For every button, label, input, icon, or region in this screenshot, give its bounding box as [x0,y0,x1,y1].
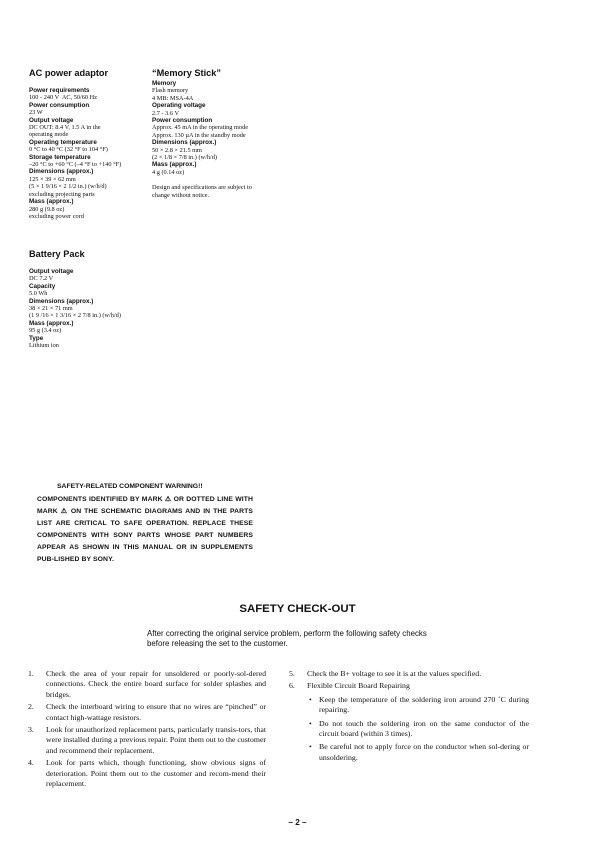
item-number: 3. [28,725,34,735]
ac-adaptor-heading: AC power adaptor [29,68,109,78]
ac-adaptor-specs [29,87,154,220]
spec-value: 4 g (0.14 oz) [152,168,185,176]
spec-label: Dimensions (approx.) [29,297,94,305]
safety-check-title: SAFETY CHECK-OUT [239,603,356,615]
safety-warning-title: SAFETY-RELATED COMPONENT WARNING!! [57,483,203,490]
item-number: 1. [28,669,34,678]
item-text: Look for unauthorized replacement parts, particularly transis-tors, that were installed during a previous repair. Point them out to the customer and recommend their replacement. [46,725,266,755]
spec-label: Capacity [29,282,56,290]
item-number: 6. [289,681,295,691]
sub-list-item [307,742,529,763]
spec-label: Output voltage [29,268,74,275]
spec-label: Mass (approx.) [29,198,74,206]
sub-list-item [307,719,529,740]
spec-value: 5.0 Wh [29,290,48,298]
spec-value: DC 7.2 V [29,275,54,283]
list-item [28,702,266,723]
spec-value: Lithium ion [29,342,59,350]
spec-label: Dimensions (approx.) [29,168,94,176]
item-text: Look for parts which, though functioning, show obvious signs of deterioration. Point them out to the customer and recom-mend their replacement. [46,758,266,789]
spec-value: –20 °C to +60 °C (–4 °F to +140 °F) [29,161,122,169]
memory-stick-specs [152,80,282,199]
list-item [289,681,529,763]
spec-value: 100 - 240 V AC, 50/60 Hz [29,94,97,102]
safety-check-list-right [289,669,529,766]
spec-value: 23 W [29,109,43,117]
spec-label: Mass (approx.) [152,161,197,169]
sub-list-item [307,695,529,716]
list-item [28,669,266,700]
list-item [28,725,266,756]
safety-check-list-left [28,669,266,791]
spec-value: 95 g (3.4 oz) [29,327,62,335]
battery-pack-specs [29,268,169,349]
spec-label: Type [29,334,44,342]
battery-pack-heading: Battery Pack [29,249,85,259]
item-text: Check the area of your repair for unsoldered or poorly-sol-dered connections. Check the entire board surface for solder splashes and bridges. [46,669,266,699]
spec-value: 280 g (9.8 oz) excluding power cord [29,205,84,220]
list-item [28,758,266,789]
spec-value: Flash memory 4 MB: MSA-4A [152,87,194,102]
memory-stick-heading: “Memory Stick” [152,68,221,78]
specs-notice: Design and specifications are subject to change without notice. [152,184,252,199]
spec-label: Operating temperature [29,138,97,146]
spec-label: Storage temperature [29,153,91,161]
spec-value: 125 × 39 × 62 mm (5 × 1 9/16 × 2 1/2 in.) (w/h/d) excluding projecting parts [29,175,107,198]
bullet-icon: • [309,694,312,704]
page-number: – 2 – [288,818,307,827]
item-text: Check the B+ voltage to see it is at the values specified. [307,669,482,678]
bullet-icon: • [309,718,312,728]
bullet-icon: • [309,742,312,752]
item-number: 5. [289,669,295,678]
sub-item-text: Do not touch the soldering iron on the same conductor of the circuit board (within 3 times). [319,718,529,739]
safety-warning-body: COMPONENTS IDENTIFIED BY MARK ⚠ OR DOTTED LINE WITH MARK ⚠ ON THE SCHEMATIC DIAGRAMS AND IN THE PARTS LIST ARE CRITICAL TO SAFE OPERATION. REPLACE THESE COMPONENTS WITH SONY PARTS WHOSE PART NUMBERS APPEAR AS SHOWN IN THIS MANUAL OR IN SUPPLEMENTS PUB-LISHED BY SONY. [37,496,253,563]
spec-value: 38 × 21 × 71 mm (1 9 /16 × 1 3/16 × 2 7/8 in.) (w/h/d) [29,305,121,320]
item-text: Flexible Circuit Board Repairing [307,681,410,691]
spec-value: 0 °C to 40 °C (32 °F to 104 °F) [29,146,108,154]
spec-value: DC OUT: 8.4 V, 1.5 A in the operating mode [29,124,101,139]
spec-label: Memory [152,80,177,87]
spec-label: Operating voltage [152,102,206,110]
item-text: Check the interboard wiring to ensure that no wires are “pinched” or contact high-wattage resistors. [46,702,266,722]
item-number: 2. [28,702,34,712]
sub-list [307,695,529,763]
spec-label: Power consumption [152,117,213,125]
spec-label: Mass (approx.) [29,319,74,327]
spec-label: Power consumption [29,101,90,109]
item-number: 4. [28,758,34,768]
list-item [289,669,529,679]
spec-label: Power requirements [29,87,90,94]
sub-item-text: Be careful not to apply force on the conductor when sol-dering or unsoldering. [319,742,529,762]
spec-value: 2.7 - 3.6 V [152,109,179,117]
spec-value: Approx. 45 mA in the operating mode Approx. 130 µA in the standby mode [152,124,249,139]
spec-label: Dimensions (approx.) [152,139,217,147]
sub-item-text: Keep the temperature of the soldering iron around 270 ˚C during repairing. [319,694,529,715]
safety-check-intro: After correcting the original service problem, perform the following safety checks before releasing the set to the customer. [147,629,427,648]
spec-value: 50 × 2.8 × 21.5 mm (2 × 1/8 × 7/8 in.) (w/h/d) [152,146,217,162]
spec-label: Output voltage [29,116,74,124]
